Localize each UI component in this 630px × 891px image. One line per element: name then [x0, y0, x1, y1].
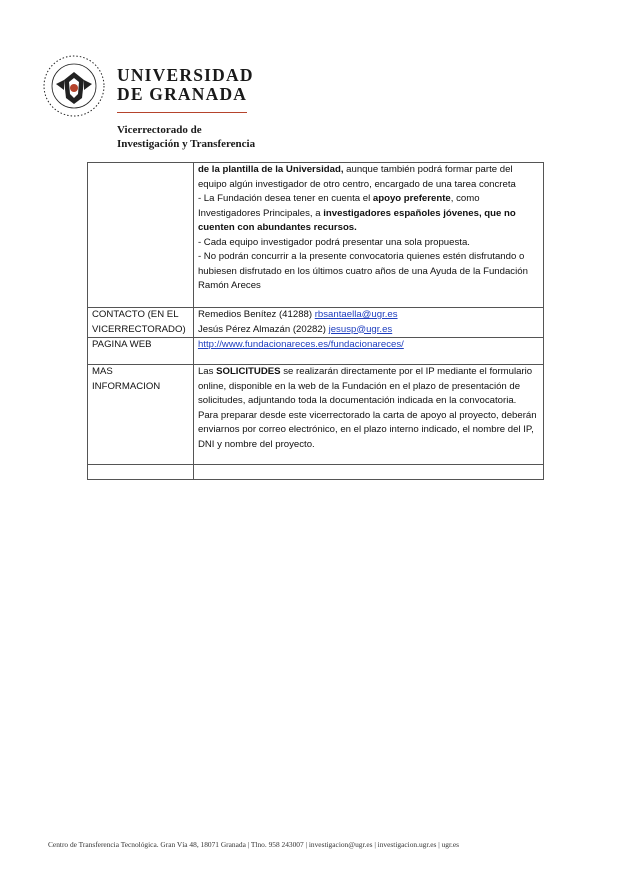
more-info-cell	[193, 365, 543, 465]
table-row	[88, 365, 544, 465]
university-name	[117, 66, 254, 104]
info-paragraph	[198, 365, 539, 409]
bold-text: investigadores españoles jóvenes, que no cuenten con abundantes recursos.	[197, 207, 516, 233]
label-line: CONTACTO (EN EL	[92, 309, 179, 320]
paragraph-text: , como Investigadores Principales, a	[197, 193, 480, 219]
bold-text: SOLICITUDES	[216, 366, 281, 377]
university-name-line1: UNIVERSIDAD	[117, 65, 254, 85]
empty-cell	[88, 465, 194, 480]
empty-cell	[193, 465, 543, 480]
contact-line	[198, 323, 539, 338]
table-row	[88, 338, 544, 365]
email-link[interactable]: rbsantaella@ugr.es	[314, 309, 398, 320]
university-seal-logo	[42, 54, 106, 118]
label-line: INFORMACION	[92, 380, 161, 392]
contact-cell	[193, 308, 543, 338]
requirement-paragraph	[198, 192, 539, 236]
table-row	[88, 465, 544, 480]
web-label: PAGINA WEB	[88, 338, 194, 365]
requirement-paragraph: - No podrán concurrir a la presente convocatoria quienes estén disfrutando o hubiesen disfrutado en los últimos cuatro años de una Ayuda de la Fundación Ramón Areces	[197, 251, 528, 291]
label-line: VICERRECTORADO)	[92, 323, 186, 335]
paragraph-text: se realizarán directamente por el IP mediante el formulario online, disponible en la web de la Fundación en el plazo de presentación de solicitudes, adjuntando toda la documentación indicada en la convocatoria.	[197, 366, 533, 406]
info-paragraph: Para preparar desde este vicerrectorado la carta de apoyo al proyecto, deberán enviarnos por correo electrónico, en el plazo interno indicado, el nombre del IP, DNI y nombre del proyecto.	[197, 409, 537, 450]
contact-line	[198, 308, 539, 323]
vicerrectorado-line2: Investigación y Transferencia	[117, 138, 256, 150]
web-cell	[193, 338, 543, 365]
requirements-cell	[193, 163, 543, 308]
website-link[interactable]: http://www.fundacionareces.es/fundacionareces/	[197, 339, 404, 350]
bold-text: apoyo preferente	[372, 193, 451, 204]
info-table	[87, 162, 544, 480]
contact-label	[88, 308, 194, 338]
vicerrectorado-title	[117, 123, 255, 151]
requirement-paragraph: - Cada equipo investigador podrá presentar una sola propuesta.	[197, 236, 470, 248]
contact-name: Remedios Benítez (41288)	[197, 309, 315, 320]
vicerrectorado-line1: Vicerrectorado de	[117, 124, 202, 136]
more-info-label	[88, 365, 194, 465]
bold-text: de la plantilla de la Universidad,	[197, 164, 344, 175]
table-row	[88, 163, 544, 308]
header-divider	[117, 112, 247, 113]
paragraph-text: - La Fundación desea tener en cuenta el	[197, 193, 373, 204]
paragraph-text: Las	[197, 366, 217, 377]
table-row	[88, 308, 544, 338]
label-line: MAS	[92, 366, 113, 377]
paragraph-text: aunque también podrá formar parte del equipo algún investigador de otro centro, encargado de una tarea concreta	[197, 164, 516, 190]
requirement-paragraph	[198, 163, 539, 192]
page-footer: Centro de Transferencia Tecnológica. Gran Vía 48, 18071 Granada | Tlno. 958 243007 | investigacion@ugr.es | investigacion.ugr.es | ugr.es	[48, 840, 460, 849]
contact-name: Jesús Pérez Almazán (20282)	[197, 323, 329, 335]
university-name-line2: DE GRANADA	[117, 84, 248, 104]
row-label-empty	[88, 163, 194, 308]
email-link[interactable]: jesusp@ugr.es	[328, 323, 393, 335]
